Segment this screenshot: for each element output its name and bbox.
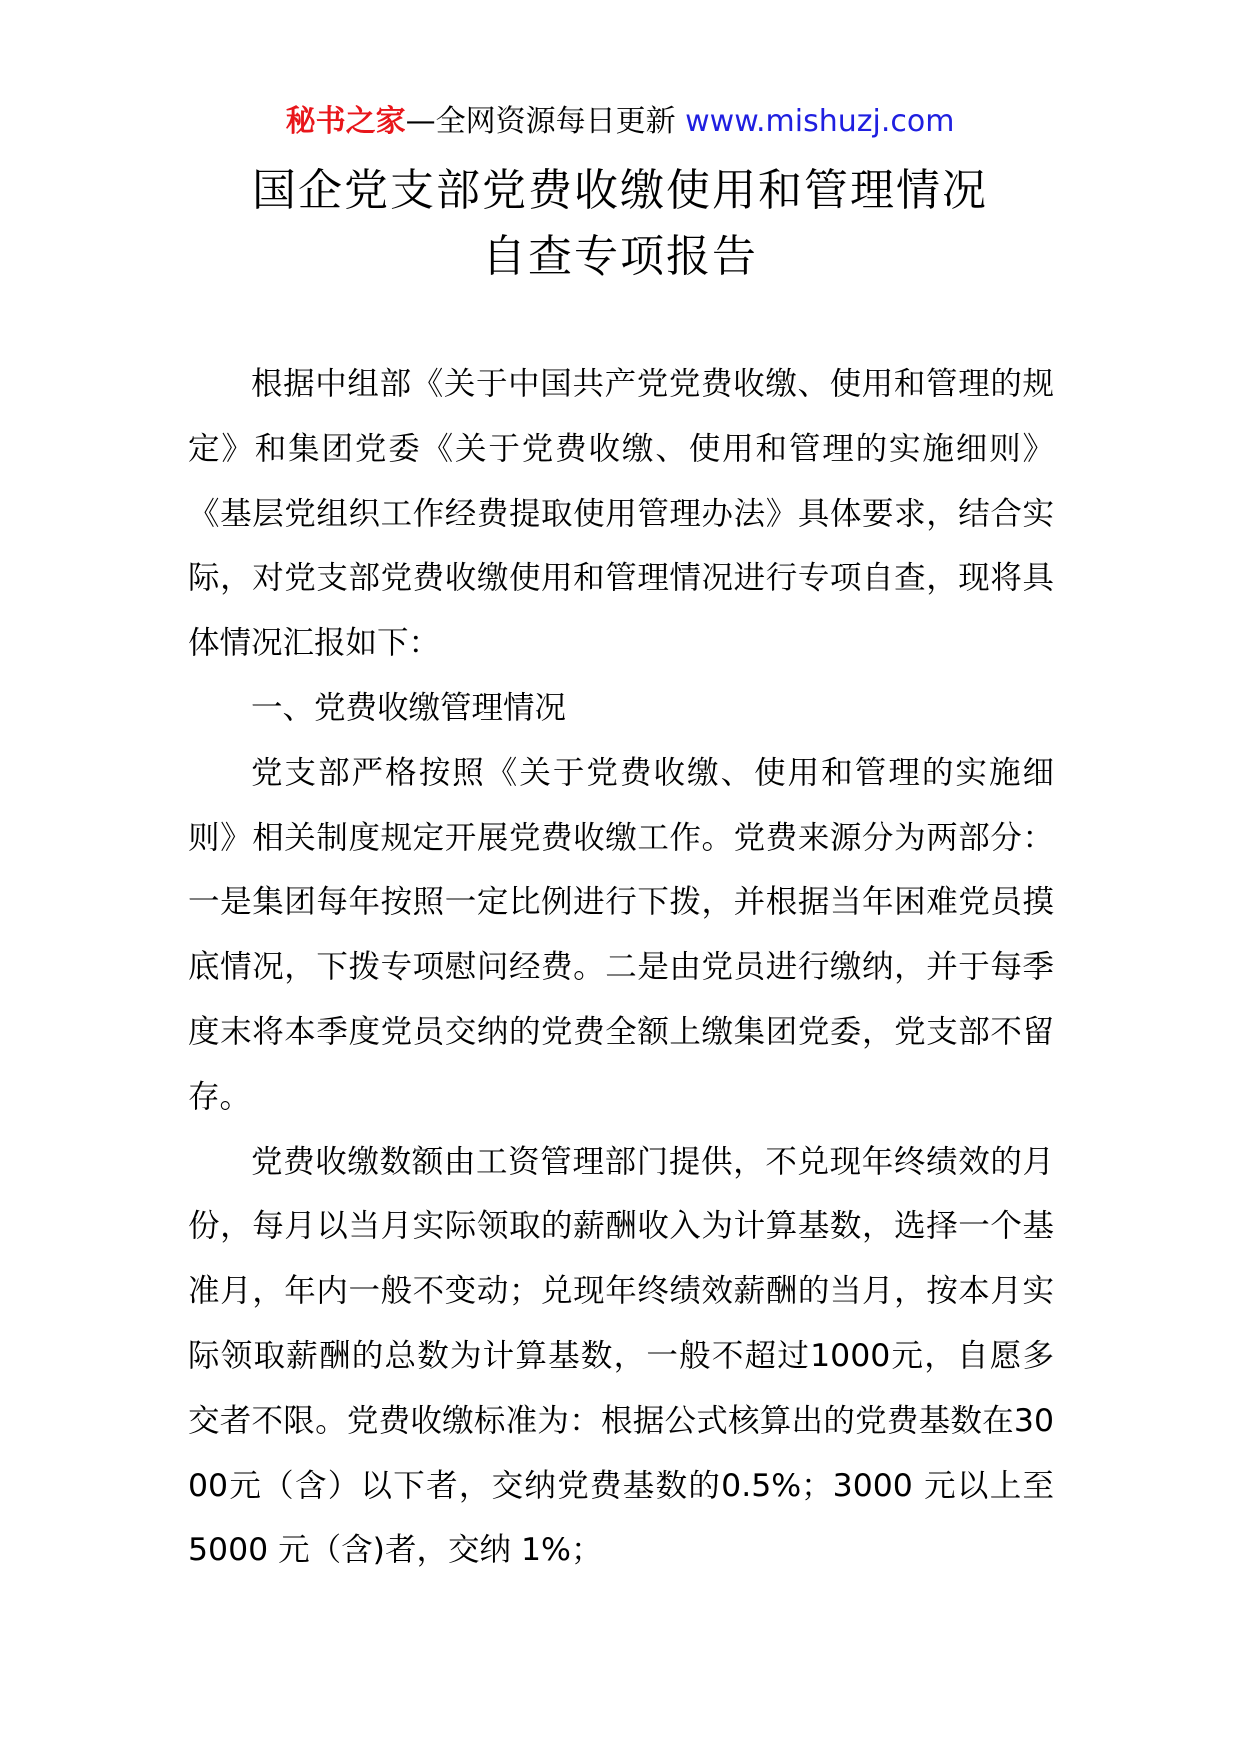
title-line-2: 自查专项报告 bbox=[482, 231, 758, 282]
site-url-link[interactable]: www.mishuzj.com bbox=[685, 104, 955, 139]
paragraph-standard: 党费收缴数额由工资管理部门提供，不兑现年终绩效的月份，每月以当月实际领取的薪酬收入为计算基数，选择一个基准月，年内一般不变动；兑现年终绩效薪酬的当月，按本月实际领取薪酬的总数为计算基数，一般不超过1000元，自愿多交者不限。党费收缴标准为：根据公式核算出的党费基数在3000元（含）以下者，交纳党费基数的0.5%；3000 元以上至 5000 元（含)者，交纳 1%； bbox=[188, 1143, 1054, 1569]
paragraph-source: 党支部严格按照《关于党费收缴、使用和管理的实施细则》相关制度规定开展党费收缴工作。党费来源分为两部分：一是集团每年按照一定比例进行下拨，并根据当年困难党员摸底情况，下拨专项慰问经费。二是由党员进行缴纳，并于每季度末将本季度党员交纳的党费全额上缴集团党委，党支部不留存。 bbox=[188, 754, 1054, 1115]
site-header bbox=[0, 100, 1240, 144]
paragraph-intro: 根据中组部《关于中国共产党党费收缴、使用和管理的规定》和集团党委《关于党费收缴、使用和管理的实施细则》《基层党组织工作经费提取使用管理办法》具体要求，结合实际，对党支部党费收缴使用和管理情况进行专项自查，现将具体情况汇报如下： bbox=[188, 366, 1054, 662]
title-line-1: 国企党支部党费收缴使用和管理情况 bbox=[252, 165, 988, 216]
document-body bbox=[188, 352, 1054, 1583]
section-heading-1: 一、党费收缴管理情况 bbox=[251, 689, 567, 726]
brand-name: 秘书之家 bbox=[285, 104, 406, 139]
document-title bbox=[0, 158, 1240, 290]
site-slogan: —全网资源每日更新 bbox=[405, 104, 686, 139]
